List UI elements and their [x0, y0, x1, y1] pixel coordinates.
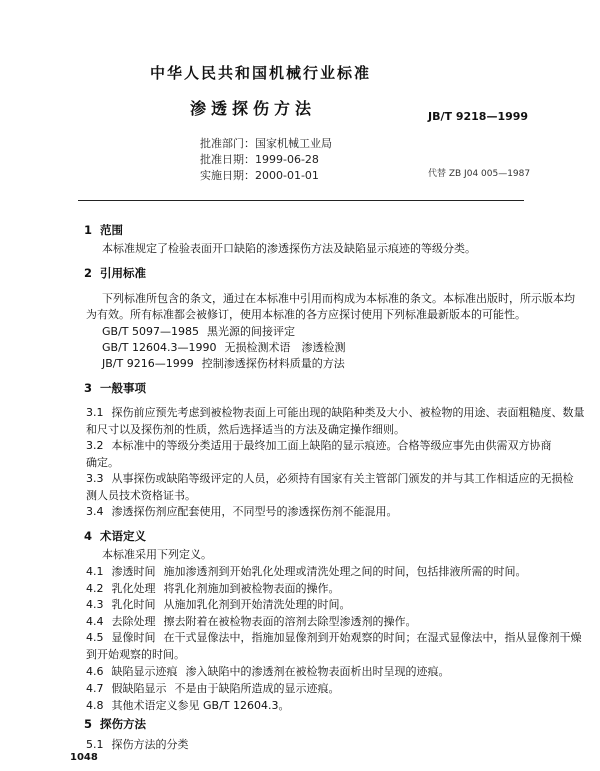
reference-code: JB/T 9216—1999	[102, 357, 194, 370]
replaces-standard: 代替 ZB J04 005—1987	[428, 169, 531, 179]
approval-date: 批准日期：1999-06-28	[200, 153, 319, 166]
section-3-heading	[84, 380, 146, 396]
organization-heading: 中华人民共和国机械行业标准	[150, 64, 372, 82]
definition: 渗入缺陷中的渗透剂在被检物表面析出时呈现的迹痕。	[185, 665, 450, 678]
clause-number: 5.1	[86, 738, 104, 751]
page-number: 1048	[70, 752, 98, 763]
section-4-intro: 本标准采用下列定义。	[102, 548, 212, 561]
section-number: 4	[84, 529, 93, 543]
reference-name: 控制渗透探伤材料质量的方法	[201, 357, 345, 370]
reference-item	[102, 323, 295, 340]
clause-number: 4.8	[86, 699, 104, 712]
clause-text: 渗透探伤剂应配套使用，不同型号的渗透探伤剂不能混用。	[111, 505, 398, 518]
section-title: 引用标准	[100, 266, 147, 280]
term: 其他术语定义参见 GB/T 12604.3。	[111, 699, 290, 712]
clause-number: 4.3	[86, 598, 104, 611]
term: 去除处理	[111, 615, 156, 628]
definition: 擦去附着在被检物表面的溶剂去除型渗透剂的操作。	[163, 615, 417, 628]
term-definition-continuation: 到开始观察的时间。	[86, 648, 185, 661]
reference-code: GB/T 5097—1985	[102, 325, 199, 338]
clause-text: 从事探伤或缺陷等级评定的人员，必须持有国家有关主管部门颁发的并与其工作相适应的无损检	[111, 472, 574, 485]
standard-number: JB/T 9218—1999	[428, 110, 529, 123]
term-definition	[86, 613, 417, 630]
term: 渗透时间	[111, 565, 156, 578]
clause-3-2-line-2: 确定。	[86, 456, 119, 469]
reference-name: 黑光源的间接评定	[206, 325, 295, 338]
clause-3-1-line-1	[86, 404, 585, 421]
clause-3-4	[86, 503, 398, 520]
clause-number: 4.5	[86, 631, 104, 644]
section-title: 术语定义	[100, 529, 147, 543]
term-definition	[86, 580, 340, 597]
section-number: 2	[84, 266, 93, 280]
reference-code: GB/T 12604.3—1990	[102, 341, 217, 354]
definition: 施加渗透剂到开始乳化处理或清洗处理之间的时间，包括排液所需的时间。	[163, 565, 527, 578]
clause-5-1	[86, 736, 189, 753]
clause-number: 4.4	[86, 615, 104, 628]
clause-number: 3.3	[86, 472, 104, 485]
clause-number: 4.1	[86, 565, 104, 578]
document-title: 渗透探伤方法	[190, 99, 317, 118]
term: 显像时间	[111, 631, 156, 644]
section-number: 3	[84, 381, 93, 395]
section-2-paragraph-line-1: 下列标准所包含的条文，通过在本标准中引用而构成为本标准的条文。本标准出版时，所示版本均	[102, 292, 575, 305]
section-2-paragraph-line-2: 为有效。所有标准都会被修订，使用本标准的各方应探讨使用下列标准最新版本的可能性。	[86, 308, 526, 321]
clause-3-1-line-2: 和尺寸以及探伤剂的性质，然后选择适当的方法及确定操作细则。	[86, 423, 405, 436]
section-title: 一般事项	[100, 381, 147, 395]
clause-number: 4.2	[86, 582, 104, 595]
approval-department: 批准部门：国家机械工业局	[200, 137, 332, 150]
term-definition	[86, 596, 351, 613]
term-definition	[86, 629, 582, 646]
clause-number: 4.6	[86, 665, 104, 678]
reference-item	[102, 355, 345, 372]
reference-item	[102, 339, 345, 356]
clause-text: 探伤方法的分类	[111, 738, 189, 751]
section-4-heading	[84, 528, 146, 544]
term-definition	[86, 563, 527, 580]
definition: 在干式显像法中，指施加显像剂到开始观察的时间；在湿式显像法中，指从显像剂干燥	[163, 631, 582, 644]
term-definition	[86, 680, 340, 697]
section-number: 1	[84, 223, 93, 237]
header-divider	[78, 200, 524, 201]
clause-3-3-line-1	[86, 470, 574, 487]
clause-number: 3.2	[86, 439, 104, 452]
clause-3-3-line-2: 测人员技术资格证书。	[86, 489, 196, 502]
definition: 不是由于缺陷所造成的显示迹痕。	[174, 682, 340, 695]
section-5-heading	[84, 716, 146, 732]
term: 乳化处理	[111, 582, 156, 595]
clause-number: 4.7	[86, 682, 104, 695]
clause-text: 本标准中的等级分类适用于最终加工面上缺陷的显示痕迹。合格等级应事先由供需双方协商	[111, 439, 552, 452]
clause-text: 探伤前应预先考虑到被检物表面上可能出现的缺陷种类及大小、被检物的用途、表面粗糙度、数量	[111, 406, 585, 419]
term: 乳化时间	[111, 598, 156, 611]
section-1-heading	[84, 222, 123, 238]
definition: 从施加乳化剂到开始清洗处理的时间。	[163, 598, 351, 611]
section-title: 探伤方法	[100, 717, 147, 731]
effective-date: 实施日期：2000-01-01	[200, 169, 319, 182]
section-2-heading	[84, 265, 146, 281]
clause-number: 3.4	[86, 505, 104, 518]
term: 缺陷显示迹痕	[111, 665, 178, 678]
clause-3-2-line-1	[86, 437, 552, 454]
reference-name: 无损检测术语 渗透检测	[224, 341, 346, 354]
term-definition	[86, 663, 450, 680]
section-number: 5	[84, 717, 93, 731]
definition: 将乳化剂施加到被检物表面的操作。	[163, 582, 340, 595]
section-1-paragraph: 本标准规定了检验表面开口缺陷的渗透探伤方法及缺陷显示痕迹的等级分类。	[102, 242, 476, 255]
term-definition	[86, 697, 289, 714]
clause-number: 3.1	[86, 406, 104, 419]
section-title: 范围	[100, 223, 124, 237]
term: 假缺陷显示	[111, 682, 167, 695]
